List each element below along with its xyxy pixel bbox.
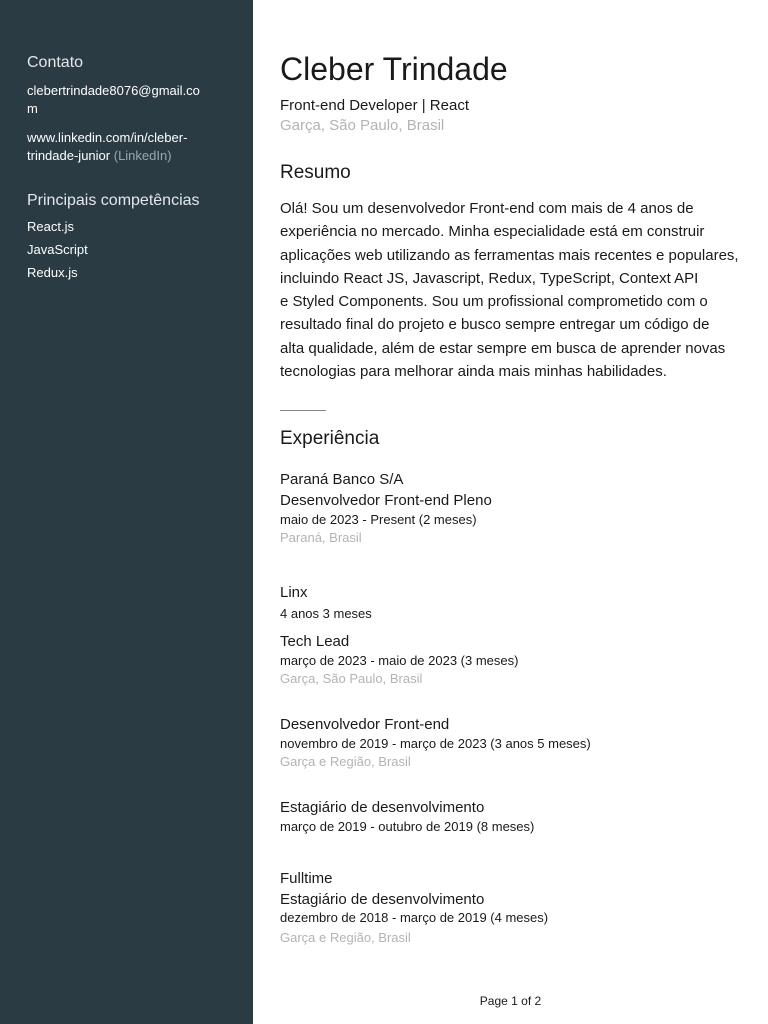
email-link[interactable] xyxy=(27,82,212,118)
page-number: Page 1 of 2 xyxy=(479,994,542,1008)
place-fulltime: Garça e Região, Brasil xyxy=(280,930,411,945)
role-frontend: Desenvolvedor Front-end xyxy=(280,716,450,733)
company-linx: Linx xyxy=(280,584,308,601)
summary-text xyxy=(280,197,750,383)
skill-item: React.js xyxy=(27,219,74,234)
contact-heading: Contato xyxy=(27,54,84,71)
email-line-1: clebertrindade8076@gmail.co xyxy=(27,83,200,98)
linkedin-tag: (LinkedIn) xyxy=(113,148,172,163)
summary-line: Olá! Sou um desenvolvedor Front-end com mais de 4 anos de xyxy=(280,200,694,217)
dates-techlead: março de 2023 - maio de 2023 (3 meses) xyxy=(280,653,519,668)
summary-line: experiência no mercado. Minha especialidade está em construir xyxy=(280,223,705,241)
summary-line: e Styled Components. Sou um profissional comprometido com o xyxy=(280,293,708,311)
duration-linx: 4 anos 3 meses xyxy=(280,606,372,621)
email-line-2: m xyxy=(27,101,38,116)
dates-fulltime: dezembro de 2018 - março de 2019 (4 meses) xyxy=(280,910,549,925)
role-intern-linx: Estagiário de desenvolvimento xyxy=(280,799,485,816)
profile-location: Garça, São Paulo, Brasil xyxy=(280,117,445,134)
summary-title: Resumo xyxy=(280,162,351,183)
summary-line: resultado final do projeto e busco sempre entregar um código de xyxy=(280,316,710,334)
summary-line: tecnologias para melhorar ainda mais minhas habilidades. xyxy=(280,363,667,381)
skills-heading: Principais competências xyxy=(27,192,200,209)
role-parana: Desenvolvedor Front-end Pleno xyxy=(280,492,492,509)
place-frontend: Garça e Região, Brasil xyxy=(280,754,411,769)
company-parana: Paraná Banco S/A xyxy=(280,471,404,488)
company-fulltime: Fulltime xyxy=(280,870,333,887)
dates-frontend: novembro de 2019 - março de 2023 (3 anos 5 meses) xyxy=(280,736,591,751)
profile-name: Cleber Trindade xyxy=(280,51,508,87)
dates-parana: maio de 2023 - Present (2 meses) xyxy=(280,512,477,527)
skill-item: JavaScript xyxy=(27,242,88,257)
linkedin-line-2: trindade-junior xyxy=(27,148,111,163)
place-parana: Paraná, Brasil xyxy=(280,530,362,545)
role-fulltime: Estagiário de desenvolvimento xyxy=(280,891,485,908)
role-techlead: Tech Lead xyxy=(280,633,350,650)
skill-item: Redux.js xyxy=(27,265,78,280)
profile-headline: Front-end Developer | React xyxy=(280,97,469,114)
experience-title: Experiência xyxy=(280,428,380,449)
sidebar xyxy=(0,0,253,1024)
place-techlead: Garça, São Paulo, Brasil xyxy=(280,671,423,686)
summary-line: alta qualidade, além de estar sempre em busca de aprender novas xyxy=(280,339,726,357)
dates-intern-linx: março de 2019 - outubro de 2019 (8 meses) xyxy=(280,819,535,834)
summary-line: incluindo React JS, Javascript, Redux, TypeScript, Context API xyxy=(280,269,699,287)
linkedin-link[interactable] xyxy=(27,129,212,165)
linkedin-line-1: www.linkedin.com/in/cleber- xyxy=(27,130,188,145)
section-divider xyxy=(280,410,326,411)
summary-line: aplicações web utilizando as ferramentas mais recentes e populares, xyxy=(280,246,739,264)
